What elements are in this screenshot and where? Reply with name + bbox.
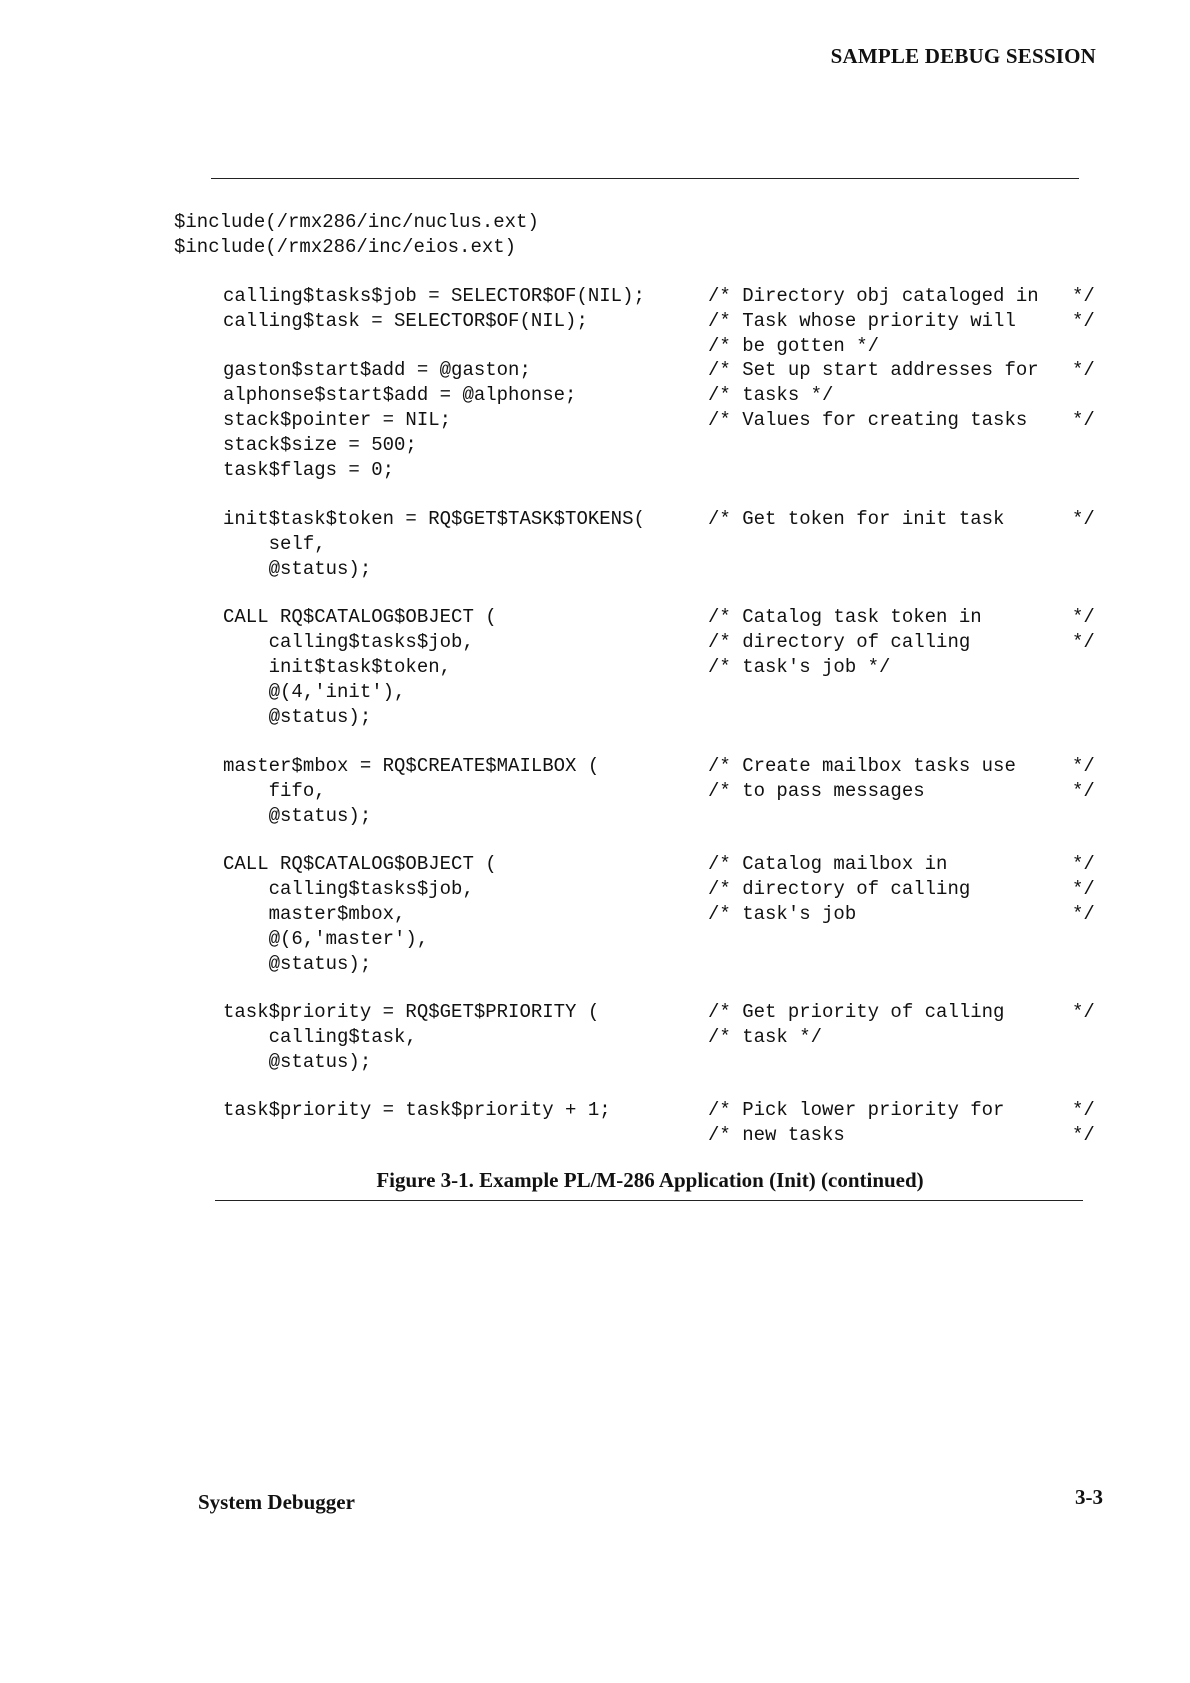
code-line: gaston$start$add = @gaston;	[223, 359, 531, 381]
bottom-rule	[215, 1200, 1083, 1201]
code-line: @status);	[223, 805, 372, 827]
comment-line: /* Task whose priority will	[708, 310, 1016, 332]
comment-line: /* Values for creating tasks	[708, 409, 1028, 431]
comment-line: /* directory of calling	[708, 878, 971, 900]
code-line: calling$tasks$job,	[223, 631, 474, 653]
code-line: task$priority = task$priority + 1;	[223, 1099, 611, 1121]
comment-line: /* Directory obj cataloged in	[708, 285, 1039, 307]
comment-end: */	[1072, 631, 1095, 653]
code-line: self,	[223, 533, 326, 555]
comment-line: /* task */	[708, 1026, 823, 1048]
comment-end: */	[1072, 359, 1095, 381]
comment-line: /* Catalog task token in	[708, 606, 982, 628]
comment-end: */	[1072, 1001, 1095, 1023]
comment-line: /* be gotten */	[708, 335, 880, 357]
comment-end: */	[1072, 310, 1095, 332]
running-header: SAMPLE DEBUG SESSION	[830, 44, 1096, 68]
comment-end: */	[1072, 755, 1095, 777]
code-line: master$mbox,	[223, 903, 406, 925]
code-line: @status);	[223, 706, 372, 728]
comment-end: */	[1072, 878, 1095, 900]
comment-end: */	[1072, 1099, 1095, 1121]
page-number: 3-3	[1075, 1485, 1103, 1509]
code-line: init$task$token = RQ$GET$TASK$TOKENS(	[223, 508, 645, 530]
code-line: calling$tasks$job = SELECTOR$OF(NIL);	[223, 285, 645, 307]
code-line: alphonse$start$add = @alphonse;	[223, 384, 577, 406]
comment-end: */	[1072, 780, 1095, 802]
comment-line: /* new tasks	[708, 1124, 845, 1146]
code-line: @status);	[223, 1051, 372, 1073]
comment-line: /* Get token for init task	[708, 508, 1005, 530]
comment-line: /* directory of calling	[708, 631, 971, 653]
footer-title: System Debugger	[198, 1490, 355, 1514]
code-line: @(6,'master'),	[223, 928, 429, 950]
comment-end: */	[1072, 903, 1095, 925]
code-line: calling$task,	[223, 1026, 417, 1048]
include-line: $include(/rmx286/inc/eios.ext)	[174, 236, 517, 258]
figure-caption: Figure 3-1. Example PL/M-286 Application (Init) (continued)	[376, 1168, 924, 1192]
comment-end: */	[1072, 606, 1095, 628]
code-line: @status);	[223, 558, 372, 580]
comment-end: */	[1072, 853, 1095, 875]
code-line: master$mbox = RQ$CREATE$MAILBOX (	[223, 755, 600, 777]
comment-line: /* tasks */	[708, 384, 834, 406]
code-line: @status);	[223, 953, 372, 975]
code-line: @(4,'init'),	[223, 681, 406, 703]
code-line: CALL RQ$CATALOG$OBJECT (	[223, 606, 497, 628]
comment-end: */	[1072, 508, 1095, 530]
code-line: task$priority = RQ$GET$PRIORITY (	[223, 1001, 600, 1023]
comment-line: /* task's job	[708, 903, 857, 925]
comment-end: */	[1072, 409, 1095, 431]
code-line: stack$pointer = NIL;	[223, 409, 452, 431]
code-line: task$flags = 0;	[223, 459, 395, 481]
comment-end: */	[1072, 285, 1095, 307]
comment-end: */	[1072, 1124, 1095, 1146]
comment-line: /* task's job */	[708, 656, 891, 678]
comment-line: /* Set up start addresses for	[708, 359, 1039, 381]
code-line: calling$task = SELECTOR$OF(NIL);	[223, 310, 588, 332]
comment-line: /* to pass messages	[708, 780, 925, 802]
code-line: CALL RQ$CATALOG$OBJECT (	[223, 853, 497, 875]
comment-line: /* Pick lower priority for	[708, 1099, 1005, 1121]
code-line: fifo,	[223, 780, 326, 802]
top-rule	[211, 178, 1079, 179]
comment-line: /* Get priority of calling	[708, 1001, 1005, 1023]
comment-line: /* Catalog mailbox in	[708, 853, 948, 875]
include-line: $include(/rmx286/inc/nuclus.ext)	[174, 211, 539, 233]
code-line: init$task$token,	[223, 656, 452, 678]
code-line: calling$tasks$job,	[223, 878, 474, 900]
comment-line: /* Create mailbox tasks use	[708, 755, 1016, 777]
code-line: stack$size = 500;	[223, 434, 417, 456]
